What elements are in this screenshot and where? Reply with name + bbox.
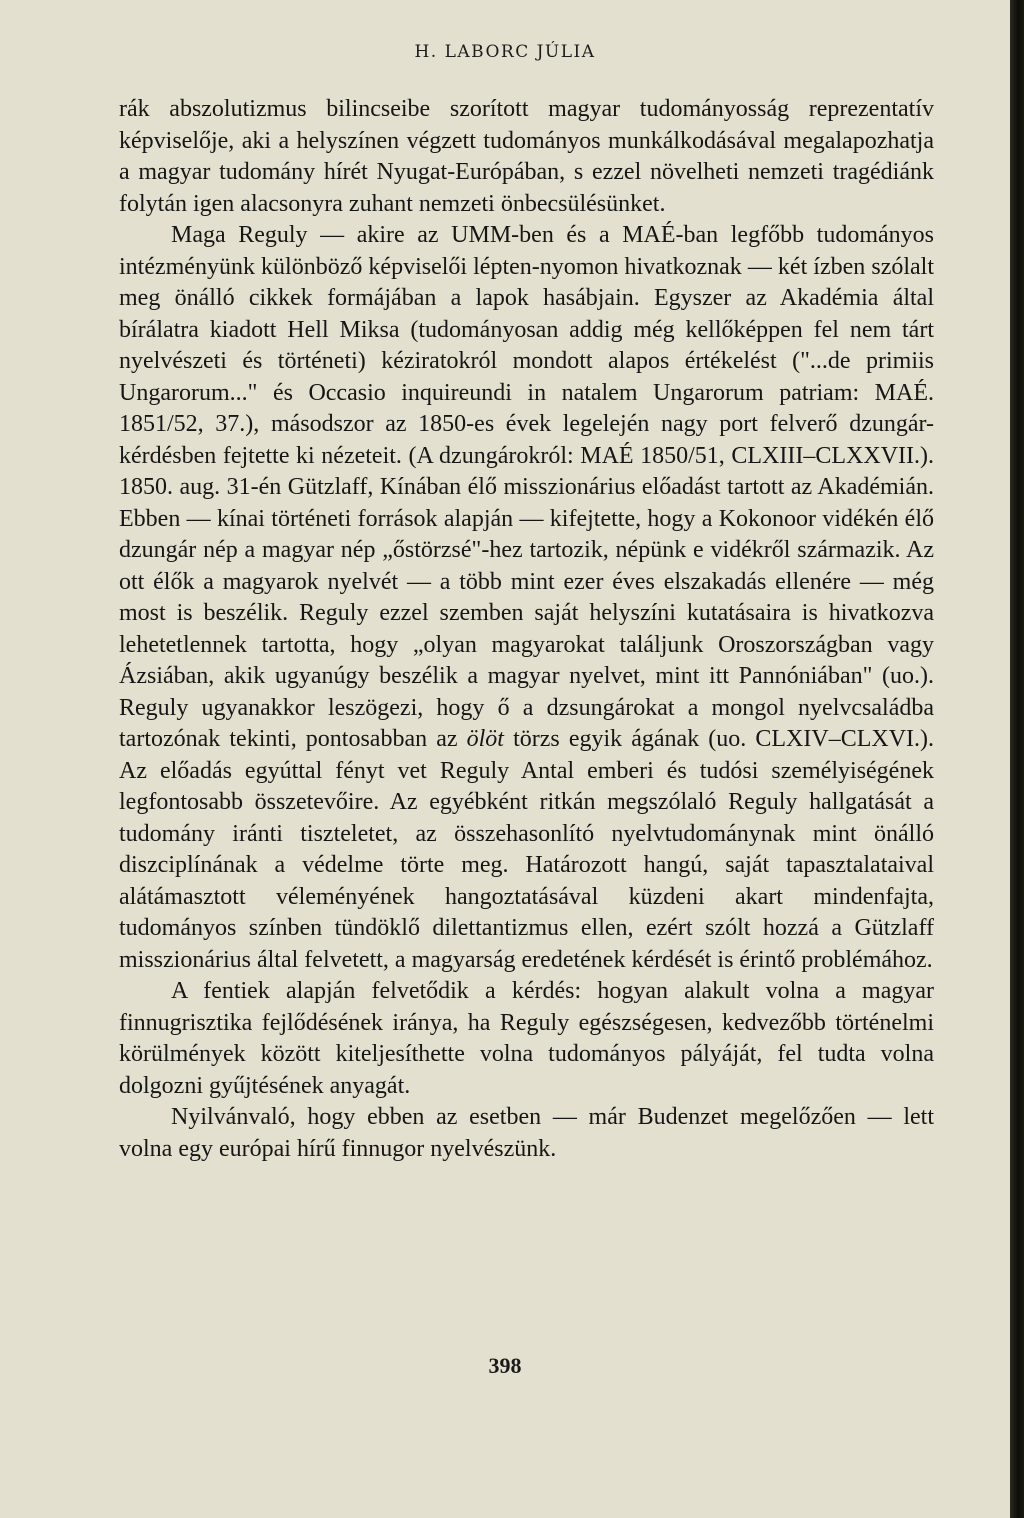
body-text — [119, 94, 934, 1165]
paragraph-2 — [119, 220, 934, 976]
paragraph-4: Nyilvánvaló, hogy ebben az esetben — már Budenzet megelőzően — lett volna egy európai hírű finnugor nyelvészünk. — [119, 1104, 934, 1162]
running-head: H. LABORC JÚLIA — [414, 42, 596, 62]
paragraph-3: A fentiek alapján felvetődik a kérdés: hogyan alakult volna a magyar finnugrisztika fejlődésének iránya, ha Reguly egészségesen, kedvezőbb történelmi körülmények között kiteljesíthette volna tudományos pályáját, fel tudta volna dolgozni gyűjtésének anyagát. — [119, 978, 934, 1099]
paragraph-1: rák abszolutizmus bilincseibe szorított magyar tudományosság reprezentatív képviselője, aki a helyszínen végzett tudományos munkálkodásával megalapozhatja a magyar tudomány hírét Nyugat-Európában, s ezzel növelheti nemzeti tragédiánk folytán igen alacsonyra zuhant nemzeti önbecsülésünket. — [119, 96, 934, 217]
page-number: 398 — [488, 1353, 522, 1378]
paragraph-2-continuation: törzs egyik ágának (uo. CLXIV–CLXVI.). Az előadás egyúttal fényt vet Reguly Antal emberi és tudósi személyiségének legfontosabb összetevőire. Az egyébként ritkán megszólaló Reguly hallgatását a tudomány iránti tiszteletet, az összehasonlító nyelvtudománynak mint önálló diszciplínának a védelme törte meg. Határozott hangú, saját tapasztalataival alátámasztott véleményének hangoztatásával küzdeni akart mindenfajta, tudományos színben tündöklő dilettantizmus ellen, ezért szólt hozzá a Gützlaff misszionárius által felvetett, a magyarság eredetének kérdését is érintő problémához. — [119, 726, 935, 973]
paragraph-2-text: Maga Reguly — akire az UMM-ben és a MAÉ-ban legfőbb tudományos intézményünk különböző képviselői lépten-nyomon hivatkoznak — két ízben szólalt meg önálló cikkek formájában a lapok hasábjain. Egyszer az Akadémia által bírálatra kiadott Hell Miksa (tudományosan addig még kellőképpen fel nem tárt nyelvészeti és történeti) kéziratokról mondott alapos értékelést ("...de primiis Ungarorum..." és Occasio inquireundi in natalem Ungarorum patriam: MAÉ. 1851/52, 37.), másodszor az 1850-es évek legelején nagy port felverő dzungár-kérdésben fejtette ki nézeteit. (A dzungárokról: MAÉ 1850/51, CLXIII–CLXXVII.). 1850. aug. 31-én Gützlaff, Kínában élő misszionárius előadást tartott az Akadémián. Ebben — kínai történeti források alapján — kifejtette, hogy a Kokonoor vidékén élő dzungár nép a magyar nép „őstörzsé"-hez tartozik, népünk e vidékről származik. Az ott élők a magyarok nyelvét — a több mint ezer éves elszakadás ellenére — még most is beszélik. Reguly ezzel szemben saját helyszíni kutatásaira is hivatkozva lehetetlennek tartotta, hogy „olyan magyarokat találjunk Oroszországban vagy Ázsiában, akik ugyanúgy beszélik a magyar nyelvet, mint itt Pannóniában" (uo.). Reguly ugyanakkor leszögezi, hogy ő a dzsungárokat a mongol nyelvcsaládba tartozónak tekinti, pontosabban az — [119, 222, 934, 752]
binding-edge — [1010, 0, 1024, 1518]
italic-term: ölöt — [466, 726, 504, 752]
